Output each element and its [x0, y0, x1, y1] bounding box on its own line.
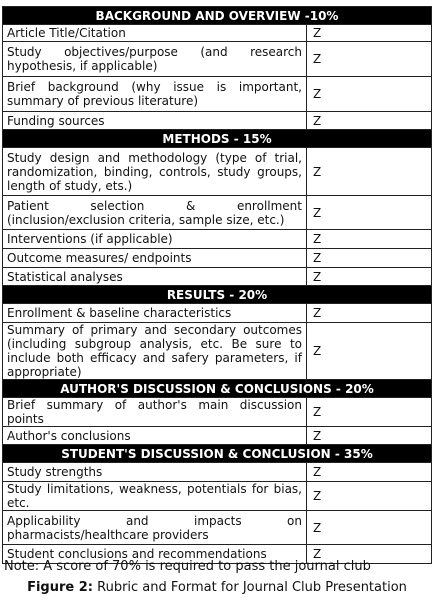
table-row	[3, 77, 432, 112]
criterion-score: Z	[307, 196, 432, 230]
table-row	[3, 268, 432, 286]
section-header-authors-discussion	[3, 380, 432, 398]
criterion-score: Z	[307, 427, 432, 445]
figure-caption	[0, 580, 434, 596]
criterion-text: Student conclusions and recommendations	[3, 545, 307, 564]
section-header-results	[3, 286, 432, 304]
table-row	[3, 511, 432, 545]
criterion-score: Z	[307, 511, 432, 545]
criterion-score: Z	[307, 463, 432, 482]
criterion-text: Study objectives/purpose (and research hypothesis, if applicable)	[3, 42, 307, 77]
rubric-body	[3, 7, 432, 564]
criterion-text: Applicability and impacts on pharmacists/healthcare providers	[3, 511, 307, 545]
criterion-text: Summary of primary and secondary outcomes (including subgroup analysis, etc. Be sure to include both efficacy and safery parameters, if appropriate)	[3, 323, 307, 380]
criterion-text: Patient selection & enrollment (inclusion/exclusion criteria, sample size, etc.)	[3, 196, 307, 230]
criterion-text: Brief summary of author's main discussion points	[3, 398, 307, 427]
criterion-score: Z	[307, 77, 432, 112]
section-title: RESULTS - 20%	[3, 286, 432, 304]
rubric-table	[2, 6, 432, 564]
criterion-score: Z	[307, 304, 432, 323]
criterion-text: Study design and methodology (type of trial, randomization, binding, controls, study groups, length of study, ets.)	[3, 148, 307, 196]
section-title: METHODS - 15%	[3, 130, 432, 148]
pass-score-note: Note: A score of 70% is required to pass the journal club	[4, 559, 371, 574]
table-row	[3, 398, 432, 427]
criterion-score: Z	[307, 268, 432, 286]
criterion-text: Study strengths	[3, 463, 307, 482]
criterion-text: Article Title/Citation	[3, 25, 307, 42]
figure-label: Figure 2:	[27, 580, 93, 595]
criterion-text: Interventions (if applicable)	[3, 230, 307, 249]
table-row	[3, 463, 432, 482]
figure-caption-text: Rubric and Format for Journal Club Presentation	[93, 580, 407, 595]
criterion-text: Author's conclusions	[3, 427, 307, 445]
table-row	[3, 427, 432, 445]
section-header-background	[3, 7, 432, 25]
table-row	[3, 112, 432, 130]
criterion-text: Funding sources	[3, 112, 307, 130]
criterion-text: Enrollment & baseline characteristics	[3, 304, 307, 323]
section-title: AUTHOR'S DISCUSSION & CONCLUSIONS - 20%	[3, 380, 432, 398]
criterion-text: Study limitations, weakness, potentials for bias, etc.	[3, 482, 307, 511]
section-header-students-discussion	[3, 445, 432, 463]
criterion-score: Z	[307, 323, 432, 380]
criterion-score: Z	[307, 249, 432, 268]
table-row	[3, 42, 432, 77]
criterion-score: Z	[307, 148, 432, 196]
criterion-score: Z	[307, 25, 432, 42]
table-row	[3, 25, 432, 42]
criterion-score: Z	[307, 398, 432, 427]
table-row	[3, 230, 432, 249]
criterion-text: Statistical analyses	[3, 268, 307, 286]
criterion-score: Z	[307, 112, 432, 130]
table-row	[3, 304, 432, 323]
table-row	[3, 482, 432, 511]
criterion-score: Z	[307, 42, 432, 77]
criterion-text: Outcome measures/ endpoints	[3, 249, 307, 268]
table-row	[3, 249, 432, 268]
section-header-methods	[3, 130, 432, 148]
table-row	[3, 196, 432, 230]
criterion-score: Z	[307, 482, 432, 511]
criterion-score: Z	[307, 230, 432, 249]
criterion-text: Brief background (why issue is important, summary of previous literature)	[3, 77, 307, 112]
criterion-score: Z	[307, 545, 432, 564]
table-row	[3, 323, 432, 380]
table-row	[3, 148, 432, 196]
section-title: STUDENT'S DISCUSSION & CONCLUSION - 35%	[3, 445, 432, 463]
section-title: BACKGROUND AND OVERVIEW -10%	[3, 7, 432, 25]
